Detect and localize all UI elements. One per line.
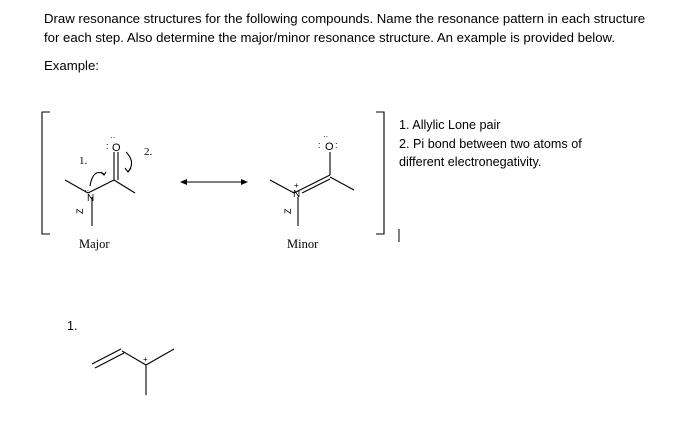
example-label: Example: xyxy=(44,58,99,73)
major-oxygen-top-pair: ·· xyxy=(110,133,116,142)
pattern-notes xyxy=(399,116,582,172)
minor-nitrogen-charge: + xyxy=(294,181,299,190)
major-methyl-label: Z xyxy=(75,208,85,214)
right-bracket xyxy=(376,112,384,234)
note-item-2-line-2: different electronegativity. xyxy=(399,155,542,169)
note-item-2-line-1: 2. Pi bond between two atoms of xyxy=(399,136,582,151)
instructions-line-2: for each step. Also determine the major/minor resonance structure. An example is provided below. xyxy=(44,30,616,45)
major-oxygen-atom: O xyxy=(112,142,121,154)
major-label: Major xyxy=(79,237,110,251)
minor-oxygen-lone-pair-right: : xyxy=(335,140,338,150)
question-number: 1. xyxy=(67,319,78,333)
minor-label: Minor xyxy=(287,237,319,251)
step-2-label: 2. xyxy=(144,146,153,158)
minor-oxygen-atom: O xyxy=(325,141,334,153)
note-item-1: 1. Allylic Lone pair xyxy=(399,118,501,132)
minor-nitrogen-atom: N xyxy=(293,189,301,200)
question-structure xyxy=(92,349,174,395)
left-bracket xyxy=(42,112,50,234)
minor-oxygen-lone-pair-left: : xyxy=(318,140,321,150)
major-nitrogen-atom: N xyxy=(87,193,95,204)
major-oxygen-lone-pair: : xyxy=(106,141,109,151)
major-nitrogen-lone-pair: ·· xyxy=(84,186,90,195)
minor-oxygen-top-pair: ·· xyxy=(323,132,329,141)
step-1-label: 1. xyxy=(79,155,88,167)
question-carbocation-charge: + xyxy=(143,355,148,364)
minor-methyl-label: Z xyxy=(283,208,293,214)
instructions-line-1: Draw resonance structures for the following compounds. Name the resonance pattern in each structure xyxy=(44,11,646,26)
resonance-arrow xyxy=(180,179,248,185)
